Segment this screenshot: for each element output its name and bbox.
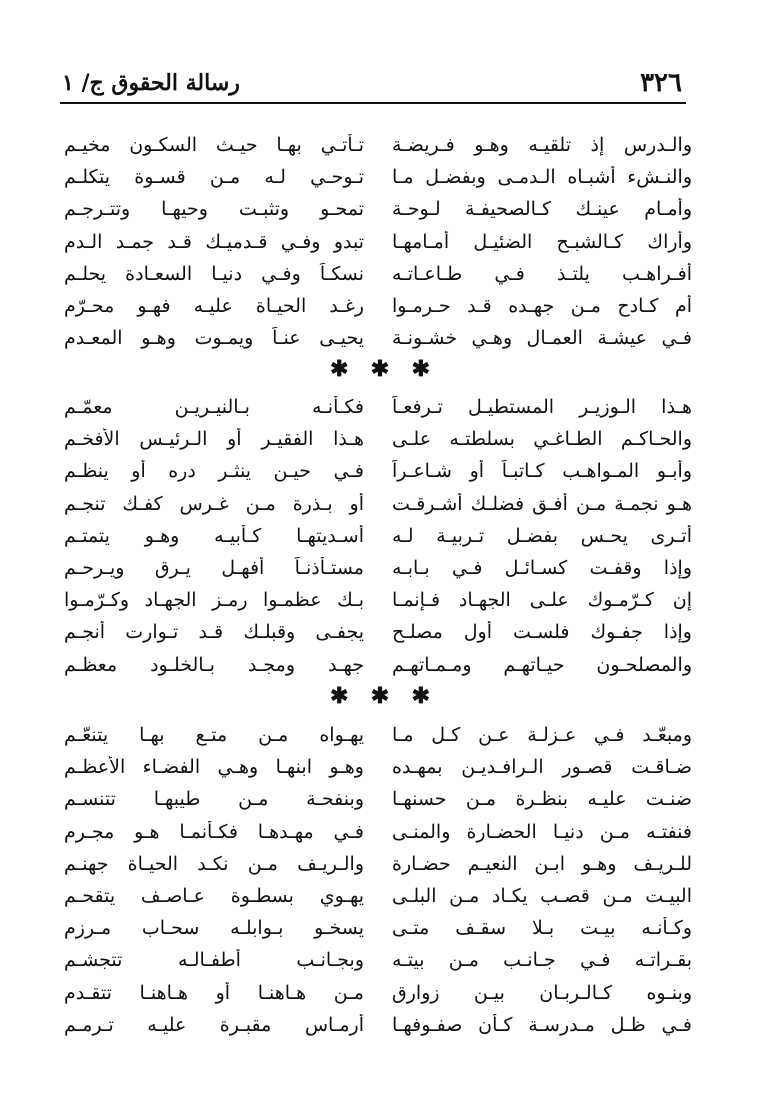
verse-row [64,783,692,815]
hemistich-left: بـك عظمـوا رمـز الجهـاد وكـرّمـوا [64,589,364,612]
hemistich-left: جهـد ومجـد بـالخلـود معظـم [64,653,364,676]
verse-row [64,584,692,616]
hemistich-right: بقـراتـه فـي جـانـب مـن بيتـه [392,949,692,972]
page-number: ٣٢٦ [640,68,682,98]
hemistich-left: مستـأذنـاً أفهـل يـرق ويـرحـم [64,557,364,580]
stanza-1 [64,129,692,354]
verse-row [64,977,692,1009]
hemistich-right: وإذا وقفـت كسـائـل فـي بـابـه [392,557,692,580]
verse-row [64,423,692,455]
hemistich-right: البيـت مـن قصـب يكـاد مـن البلـى [392,885,692,908]
asterisk-icon: ✱ [370,683,390,709]
verse-row [64,129,692,161]
hemistich-left: هـذا الفقيـر أو الـرئيـس الأفخـم [64,428,364,451]
hemistich-right: إن كـرّمـوك علـى الجهـاد فـإنمـا [392,589,692,612]
hemistich-right: هـذا الـوزيـر المستطيـل تـرفعـاً [392,396,692,419]
hemistich-right: وأراك كـالشبـح الضئيـل أمـامهـا [392,230,692,253]
stanza-2 [64,391,692,681]
hemistich-right: فنفتـه مـن دنيـا الحضـارة والمنـى [392,820,692,843]
verse-row [64,816,692,848]
hemistich-right: والنـشء أشبـاه الـدمـى وبفضـل مـا [392,166,692,189]
hemistich-right: هـو نجمـة مـن أفـق فضلـك أشـرقـت [392,492,692,515]
verse-row [64,1009,692,1041]
verse-row [64,488,692,520]
hemistich-right: والمصلحـون حيـاتهـم ومـمـاتهـم [392,653,692,676]
header-rule [60,102,686,104]
hemistich-left: نسكـاً وفـي دنيـا السعـادة يحلـم [64,262,364,285]
hemistich-left: أو بـذرة مـن غـرس كفـك تنجـم [64,492,364,515]
verse-row [64,848,692,880]
asterisk-icon: ✱ [411,683,430,709]
verse-row [64,616,692,648]
hemistich-right: وأبـو المـواهـب كـاتبـاً أو شـاعـراً [392,460,692,483]
hemistich-left: والـريـف مـن نكـد الحيـاة جهنـم [64,852,364,875]
verse-row [64,719,692,751]
stanza-3 [64,719,692,1041]
hemistich-left: وهـو ابنهـا وهـي الفضـاء الأعظـم [64,756,364,779]
hemistich-right: فـي عيشـة العمـال وهـي خشـونـة [392,327,692,350]
page-header [62,64,682,102]
asterisk-icon: ✱ [330,356,349,382]
hemistich-right: أفـراهـب يلتـذ فـي طـاعـاتـه [392,262,692,285]
hemistich-left: يسخـو بـوابلـه سحـاب مـرزم [64,917,364,940]
verse-row [64,322,692,354]
asterisk-icon: ✱ [330,683,349,709]
hemistich-left: يحيـى عنـاً ويمـوت وهـو المعـدم [64,327,364,350]
hemistich-right: أتـرى يحـس بفضـل تـربيـة لـه [392,524,692,547]
verse-row [64,944,692,976]
hemistich-left: فكـأنـه بـالنيـريـن معمّـم [64,396,364,419]
hemistich-left: مـن هـاهنـا أو هـاهنـا تتقـدم [64,981,364,1004]
hemistich-left: وبجـانـب أطفـالـه تتجشـم [64,949,364,972]
hemistich-right: ومبعّـد فـي عـزلـة عـن كـل مـا [392,724,692,747]
hemistich-left: فـي مهـدهـا فكـأنمـا هـو مجـرم [64,820,364,843]
verse-row [64,290,692,322]
hemistich-right: والـدرس إذ تلقيـه وهـو فـريضـة [392,134,692,157]
stanza-divider [330,356,430,382]
verse-row [64,161,692,193]
hemistich-right: للـريـف وهـو ابـن النعيـم حضـارة [392,852,692,875]
verse-row [64,258,692,290]
hemistich-left: تـأتـي بهـا حيـث السكـون مخيـم [64,134,364,157]
hemistich-left: يجفـى وقبلـك قـد تـوارت أنجـم [64,621,364,644]
hemistich-right: ضـاقـت قصـور الـرافـديـن بمهـده [392,756,692,779]
verse-row [64,455,692,487]
hemistich-right: وإذا جفـوك فلسـت أول مصلـح [392,621,692,644]
hemistich-left: أسـديتهـا كـأبيـه وهـو يتمتـم [64,524,364,547]
hemistich-left: تـوحـي لـه مـن قسـوة يتكلـم [64,166,364,189]
verse-row [64,649,692,681]
hemistich-left: فـي حيـن ينثـر دره أو ينظـم [64,460,364,483]
hemistich-right: وبنـوه كـالـربـان بيـن زوارق [392,981,692,1004]
hemistich-left: أرمـاس مقبـرة عليـه تـرمـم [64,1013,364,1036]
hemistich-right: وكـأنـه بيـت بـلا سقـف متـى [392,917,692,940]
verse-row [64,751,692,783]
hemistich-right: وأمـام عينـك كـالصحيفـة لـوحـة [392,198,692,221]
running-title: رسالة الحقوق ج/ ١ [62,70,240,96]
verse-row [64,880,692,912]
asterisk-icon: ✱ [370,356,390,382]
hemistich-right: والحـاكـم الطـاغـي بسلطتـه علـى [392,428,692,451]
hemistich-left: يهـوي بسطـوة عـاصـف يتقحـم [64,885,364,908]
stanza-divider [330,683,430,709]
verse-row [64,552,692,584]
hemistich-right: ضنـت عليـه بنظـرة مـن حسنهـا [392,788,692,811]
verse-row [64,391,692,423]
verse-row [64,912,692,944]
hemistich-left: تبدو وفـي قـدميـك قـد جمـد الـدم [64,230,364,253]
hemistich-left: وبنفحـة مـن طيبهـا تتنسـم [64,788,364,811]
asterisk-icon: ✱ [411,356,430,382]
hemistich-right: أم كـادح مـن جهـده قـد حـرمـوا [392,295,692,318]
verse-row [64,193,692,225]
hemistich-left: تمحـو وتثبـت وحيهـا وتتـرجـم [64,198,364,221]
verse-row [64,226,692,258]
hemistich-right: فـي ظـل مـدرسـة كـأن صفـوفهـا [392,1013,692,1036]
verse-row [64,520,692,552]
hemistich-left: رغـد الحيـاة عليـه فهـو محـرّم [64,295,364,318]
hemistich-left: يهـواه مـن متـع بهـا يتنعّـم [64,724,364,747]
